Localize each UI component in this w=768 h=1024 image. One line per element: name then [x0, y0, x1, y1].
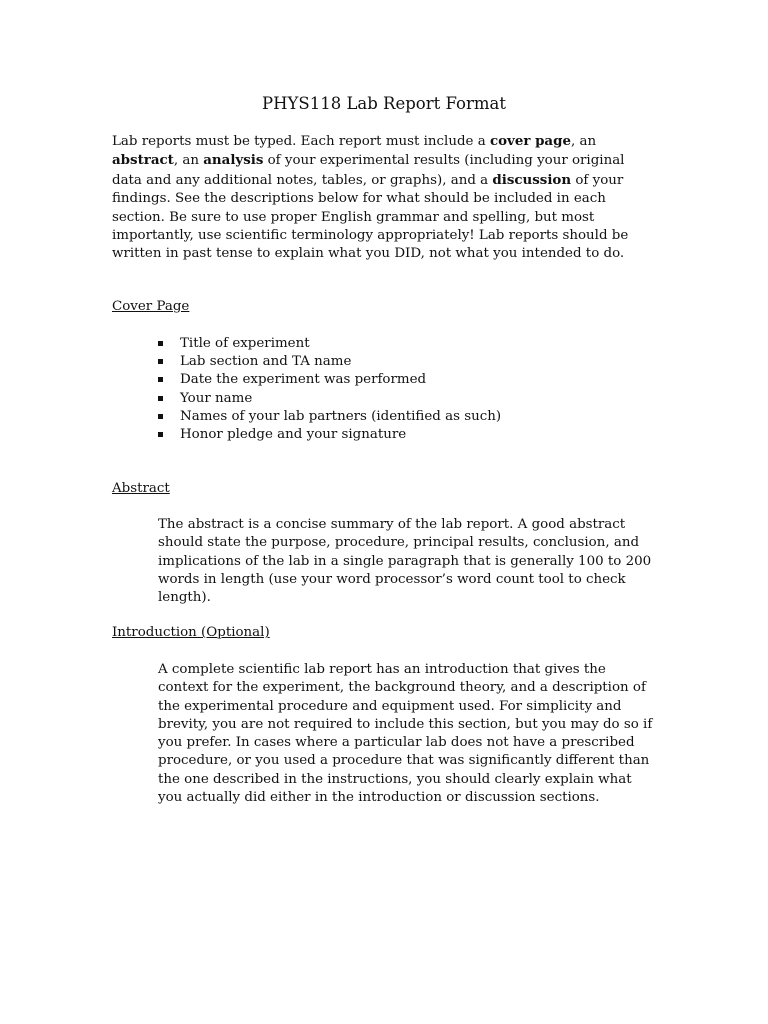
intro-text-5: of your findings. See the descriptions below for what should be included in each section. Be sure to use proper English grammar and spelling, but most importantly, use scientific terminology appropriately! Lab reports should be written in past tense to explain what you DID, not what you intended to do. — [112, 172, 629, 262]
abstract-heading: Abstract — [112, 481, 170, 496]
list-item-text: Lab section and TA name — [180, 354, 352, 370]
list-item — [158, 335, 501, 353]
intro-text-3: , an — [173, 153, 204, 169]
intro-text-2: , an — [571, 134, 597, 149]
square-bullet-icon — [158, 414, 163, 419]
square-bullet-icon — [158, 377, 163, 382]
intro-paragraph — [112, 132, 652, 264]
cover-page-heading: Cover Page — [112, 299, 190, 314]
document-title: PHYS118 Lab Report Format — [262, 94, 506, 113]
introduction-heading: Introduction (Optional) — [112, 625, 270, 640]
list-item-text: Date the experiment was performed — [180, 372, 427, 388]
list-item — [158, 390, 501, 408]
intro-text-4: of your experimental results (including your original data and any additional notes, tables, or graphs), and a — [112, 153, 625, 188]
list-item-text: Your name — [180, 390, 253, 406]
square-bullet-icon — [158, 432, 163, 437]
intro-bold-discussion: discussion — [492, 171, 572, 188]
square-bullet-icon — [158, 341, 163, 346]
abstract-paragraph: The abstract is a concise summary of the lab report. A good abstract should state the purpose, procedure, principal results, conclusion, and implications of the lab in a single paragraph that is generally 100 to 200 words in length (use your word processor’s word count tool to check length). — [158, 517, 652, 606]
list-item-text: Honor pledge and your signature — [180, 427, 407, 443]
list-item — [158, 426, 501, 444]
introduction-paragraph: A complete scientific lab report has an introduction that gives the context for the experiment, the background theory, and a description of the experimental procedure and equipment used. For simplicity and brevity, you are not required to include this section, but you may do so if you prefer. In cases where a particular lab does not have a prescribed procedure, or you used a procedure that was significantly different than the one described in the instructions, you should clearly explain what you actually did either in the introduction or discussion sections. — [158, 662, 653, 806]
cover-page-list — [158, 335, 501, 444]
list-item-text: Title of experiment — [180, 336, 310, 351]
intro-bold-abstract: abstract — [112, 152, 174, 169]
intro-text-1: Lab reports must be typed. Each report must include a — [112, 134, 490, 149]
list-item — [158, 353, 501, 371]
intro-bold-cover-page: cover page — [489, 133, 571, 149]
list-item — [158, 371, 501, 389]
list-item — [158, 408, 501, 426]
intro-bold-analysis: analysis — [203, 152, 264, 169]
square-bullet-icon — [158, 396, 163, 401]
square-bullet-icon — [158, 359, 163, 364]
list-item-text: Names of your lab partners (identified as such) — [180, 408, 502, 424]
